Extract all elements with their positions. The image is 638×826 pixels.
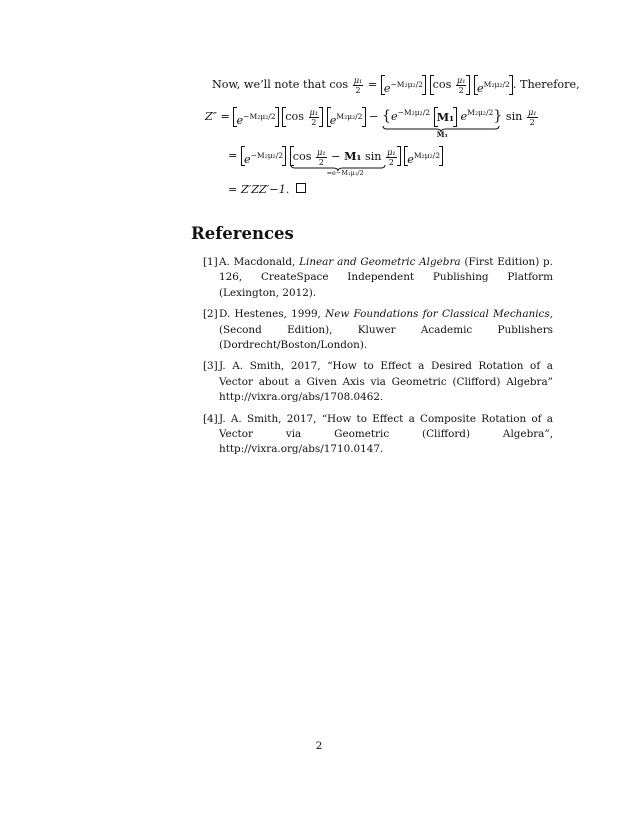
- reference-item-1: [1] A. Macdonald, Linear and Geometric Algebra (First Edition) p. 126, CreateSpace Independent Publishing Platform (Lexington, 2012).: [203, 256, 554, 299]
- underbrace-m3: {$e^{-M_2\mu_2/2}$ M₁ $e^{M_2\mu_2/2}$} M₃: [382, 108, 503, 139]
- bracket-exp-neg: $e^{-M_2\mu_2/2}$: [381, 75, 426, 95]
- equation-line-2: = $e^{-M_2\mu_2/2}$ cos $\frac{\text{μ₁}}{2}$ − M₁ sin $\frac{\text{μ₁}}{2}$ =e−M₁μ₁/2 $e^{M_2\mu_2/2}$: [228, 146, 443, 166]
- reference-item-3: [3] J. A. Smith, 2017, “How to Effect a Desired Rotation of a Vector about a Given Axis via Geometric (Clifford) Algebra” http://vixra.org/abs/1708.0462.: [203, 360, 553, 404]
- qed-box-icon: [296, 183, 306, 193]
- intro-statement: [212, 75, 580, 95]
- reference-item-4: [4] J. A. Smith, 2017, “How to Effect a Composite Rotation of a Vector via Geometric (Clifford) Algebra”, http://vixra.org/abs/1710.0147.: [203, 412, 553, 456]
- bracket-cos: cos $\frac{\text{μ₁}}{2}$: [430, 75, 471, 95]
- underbrace-exp-m1: cos $\frac{\text{μ₁}}{2}$ − M₁ sin $\frac{\text{μ₁}}{2}$ =e−M₁μ₁/2: [290, 146, 401, 166]
- equation-line-3: = Z′ZZ′−1.: [228, 183, 306, 195]
- references-heading: References: [191, 224, 294, 243]
- lhs-z-double-prime: Z″: [205, 110, 217, 123]
- underbrace-label-exp: =e−M₁μ₁/2: [326, 169, 364, 177]
- intro-lead-text: Now, we’ll note that cos: [212, 78, 349, 91]
- fraction-mu1-over-2: $\frac{\text{μ₁}}{2}$: [353, 74, 363, 95]
- page-number: 2: [315, 740, 323, 752]
- reference-title: New Foundations for Classical Mechanics,: [325, 308, 553, 321]
- result-expression: Z′ZZ′−1.: [240, 183, 290, 196]
- reference-title: Linear and Geometric Algebra: [299, 256, 461, 268]
- equals-sign: =: [367, 78, 378, 91]
- underbrace-label-m3: M₃: [436, 130, 448, 139]
- intro-trail-text: . Therefore,: [512, 78, 580, 91]
- equation-line-1: $Z'' = e^{-M_2\mu_2/2}$ cos $\frac{\text{μ₁}}{2}$ $e^{M_2\mu_2/2} - \{e^{-M_2\mu_2/2}$ M₁ $e^{M_2\mu_2/2}$} M₃ sin $\frac{\text{μ₁}}{2}$: [205, 106, 537, 139]
- reference-item-2: [2] D. Hestenes, 1999, New Foundations for Classical Mechanics, (Second Edition), Kluwer Academic Publishers (Dordrecht/Boston/London).: [203, 308, 553, 352]
- bracket-exp-pos: $e^{M_2\mu_2/2}$: [474, 75, 513, 95]
- reference-list: [203, 255, 553, 464]
